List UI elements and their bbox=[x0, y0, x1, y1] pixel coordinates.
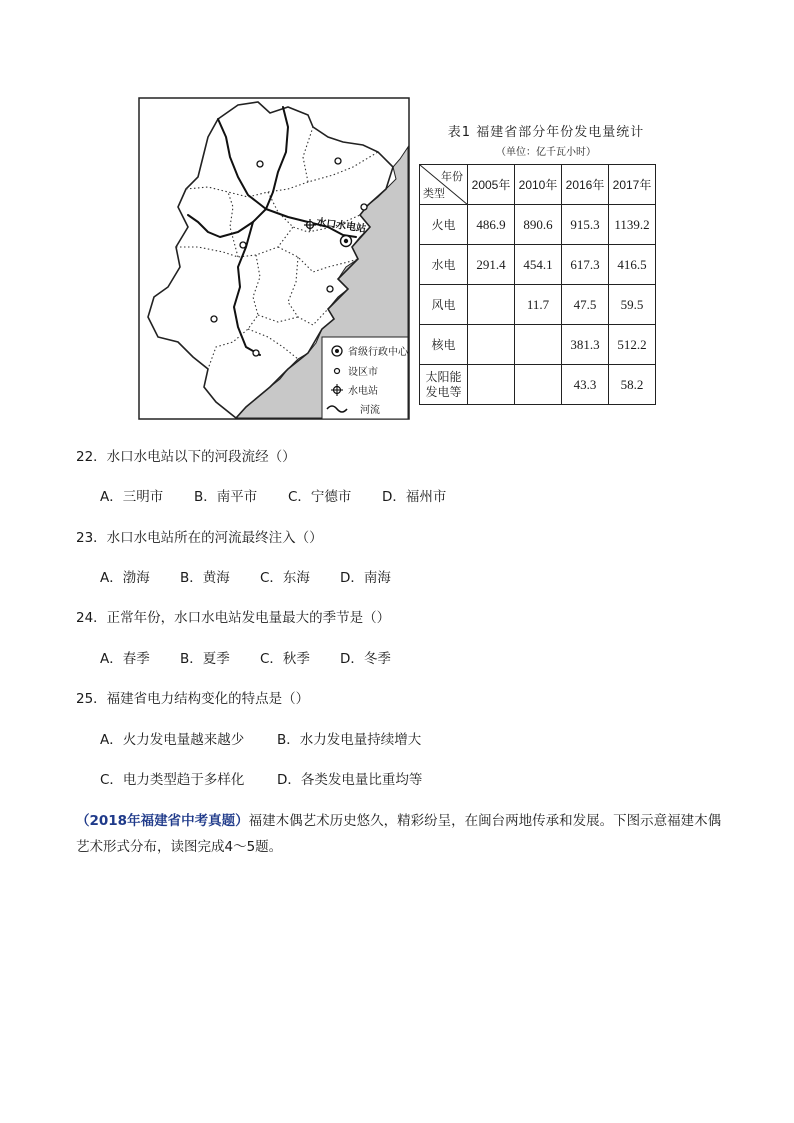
table-cell bbox=[515, 365, 562, 405]
table-cell: 617.3 bbox=[562, 245, 609, 285]
year-header: 2005年 bbox=[468, 165, 515, 205]
option: C．宁德市 bbox=[288, 489, 352, 505]
option: D．冬季 bbox=[340, 651, 391, 667]
row-type: 核电 bbox=[420, 325, 468, 365]
table-row bbox=[420, 365, 656, 405]
table-cell: 915.3 bbox=[562, 205, 609, 245]
fujian-map bbox=[138, 97, 410, 420]
table-cell: 381.3 bbox=[562, 325, 609, 365]
station-label: 水口水电站 bbox=[315, 217, 367, 235]
table-cell: 454.1 bbox=[515, 245, 562, 285]
option: C．东海 bbox=[260, 570, 310, 586]
table-cell: 890.6 bbox=[515, 205, 562, 245]
table-cell bbox=[515, 325, 562, 365]
row-type: 风电 bbox=[420, 285, 468, 325]
year-header: 2016年 bbox=[562, 165, 609, 205]
row-type bbox=[420, 365, 468, 405]
table-cell: 59.5 bbox=[609, 285, 656, 325]
option: D．南海 bbox=[340, 570, 391, 586]
row-type: 水电 bbox=[420, 245, 468, 285]
option: A．春季 bbox=[100, 651, 150, 667]
option: B．水力发电量持续增大 bbox=[277, 732, 422, 748]
table-title: 表1 福建省部分年份发电量统计 bbox=[447, 125, 645, 140]
table-row bbox=[420, 285, 656, 325]
row-type: 火电 bbox=[420, 205, 468, 245]
table-cell: 58.2 bbox=[609, 365, 656, 405]
option: B．黄海 bbox=[180, 570, 230, 586]
option: A．渤海 bbox=[100, 570, 150, 586]
passage-text: 福建木偶艺术历史悠久，精彩纷呈，在闽台两地传承和发展。下图示意福建木偶艺术形式分布，读图完成4～5题。 bbox=[76, 813, 722, 855]
table-row bbox=[420, 325, 656, 365]
map-legend bbox=[322, 337, 409, 419]
corner-year-label: 年份 bbox=[441, 170, 463, 183]
row-type-line: 发电等 bbox=[425, 384, 462, 399]
table-cell: 11.7 bbox=[515, 285, 562, 325]
question-25: 25．福建省电力结构变化的特点是（） bbox=[76, 691, 310, 707]
table-cell: 512.2 bbox=[609, 325, 656, 365]
question-22: 22．水口水电站以下的河段流经（） bbox=[76, 449, 296, 465]
table-cell: 1139.2 bbox=[609, 205, 656, 245]
table-header-row bbox=[420, 165, 656, 205]
table-row bbox=[420, 205, 656, 245]
question-24: 24．正常年份，水口水电站发电量最大的季节是（） bbox=[76, 610, 391, 626]
table-cell: 43.3 bbox=[562, 365, 609, 405]
table-unit: （单位：亿千瓦小时） bbox=[496, 147, 596, 158]
option: A．火力发电量越来越少 bbox=[100, 732, 245, 748]
year-header: 2010年 bbox=[515, 165, 562, 205]
legend-provincial-capital: 省级行政中心 bbox=[348, 347, 408, 358]
power-generation-table bbox=[419, 164, 656, 405]
question-23: 23．水口水电站所在的河流最终注入（） bbox=[76, 530, 323, 546]
option: D．各类发电量比重均等 bbox=[277, 772, 423, 788]
option: B．南平市 bbox=[194, 489, 258, 505]
corner-type-label: 类型 bbox=[423, 187, 445, 200]
option: B．夏季 bbox=[180, 651, 230, 667]
table-cell bbox=[468, 325, 515, 365]
legend-city: 设区市 bbox=[348, 367, 378, 378]
table-cell: 486.9 bbox=[468, 205, 515, 245]
table-row bbox=[420, 245, 656, 285]
table-cell: 291.4 bbox=[468, 245, 515, 285]
table-cell bbox=[468, 365, 515, 405]
option: A．三明市 bbox=[100, 489, 164, 505]
row-type-line: 太阳能 bbox=[425, 369, 462, 384]
option: D．福州市 bbox=[382, 489, 447, 505]
table-cell bbox=[468, 285, 515, 325]
legend-river: 河流 bbox=[360, 405, 380, 416]
year-header: 2017年 bbox=[609, 165, 656, 205]
passage bbox=[76, 808, 726, 860]
option: C．电力类型趋于多样化 bbox=[100, 772, 245, 788]
table-corner-cell bbox=[420, 165, 468, 205]
table-cell: 416.5 bbox=[609, 245, 656, 285]
legend-hydropower: 水电站 bbox=[348, 386, 378, 397]
option: C．秋季 bbox=[260, 651, 310, 667]
table-cell: 47.5 bbox=[562, 285, 609, 325]
passage-source: （2018年福建省中考真题） bbox=[76, 813, 249, 829]
